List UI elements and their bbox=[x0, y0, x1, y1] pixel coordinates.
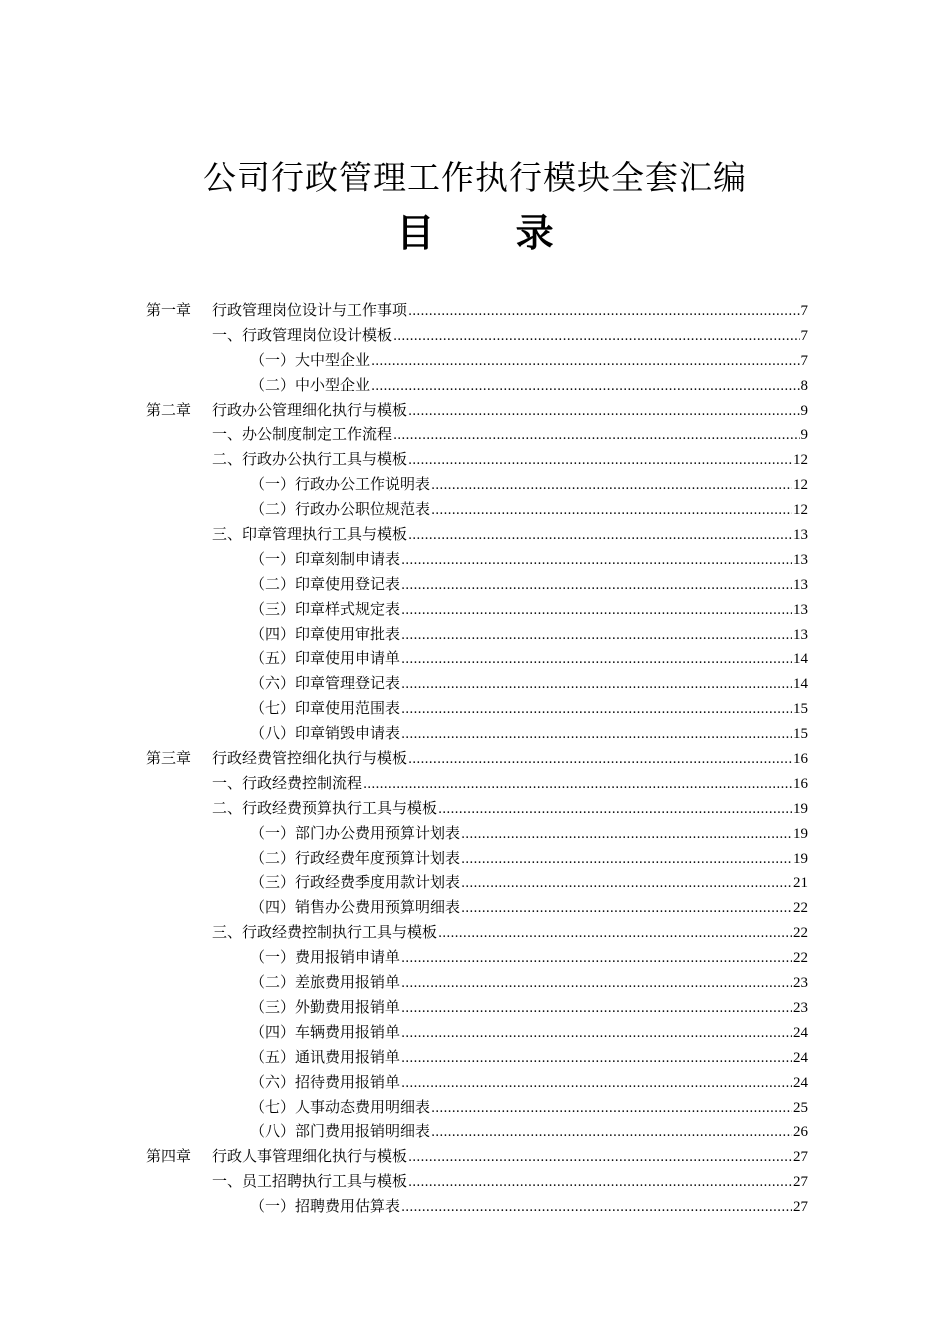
toc-dot-leader bbox=[401, 698, 792, 723]
toc-entry-text: 三、行政经费控制执行工具与模板 bbox=[212, 923, 438, 942]
toc-entry-text: （三）行政经费季度用款计划表 bbox=[250, 873, 461, 892]
toc-entry-text: 行政人事管理细化执行与模板 bbox=[212, 1147, 408, 1166]
toc-entry-label bbox=[146, 398, 407, 423]
toc-dot-leader bbox=[408, 1171, 792, 1196]
toc-page-number: 23 bbox=[793, 975, 808, 992]
toc-entry-label bbox=[250, 1045, 400, 1070]
toc-entry-label bbox=[250, 945, 400, 970]
toc-entry[interactable] bbox=[146, 721, 808, 746]
toc-entry[interactable] bbox=[146, 945, 808, 970]
toc-entry-label bbox=[250, 846, 460, 871]
toc-dot-leader bbox=[401, 574, 792, 599]
toc-entry-text: （七）人事动态费用明细表 bbox=[250, 1097, 431, 1116]
toc-dot-leader bbox=[461, 848, 792, 873]
toc-entry-text: （二）印章使用登记表 bbox=[250, 574, 401, 593]
toc-entry[interactable] bbox=[146, 472, 808, 497]
toc-entry-label bbox=[250, 646, 400, 671]
toc-page-number: 7 bbox=[800, 327, 808, 344]
toc-page-number: 16 bbox=[793, 775, 808, 792]
toc-entry-text: （四）车辆费用报销单 bbox=[250, 1022, 401, 1041]
toc-page-number: 9 bbox=[800, 427, 808, 444]
toc-entry[interactable] bbox=[146, 398, 808, 423]
toc-entry[interactable] bbox=[146, 696, 808, 721]
toc-page-number: 13 bbox=[793, 576, 808, 593]
toc-entry-label bbox=[250, 1070, 400, 1095]
toc-entry-text: （一）费用报销申请单 bbox=[250, 948, 401, 967]
toc-entry-label bbox=[250, 895, 460, 920]
toc-dot-leader bbox=[408, 524, 792, 549]
toc-dot-leader bbox=[401, 947, 792, 972]
toc-heading: 目 录 bbox=[396, 210, 588, 255]
toc-entry-text: 一、员工招聘执行工具与模板 bbox=[212, 1172, 408, 1191]
toc-entry-text: （一）招聘费用估算表 bbox=[250, 1197, 401, 1216]
toc-entry-text: 一、行政管理岗位设计模板 bbox=[212, 325, 393, 344]
toc-entry-label bbox=[250, 572, 400, 597]
toc-dot-leader bbox=[401, 599, 792, 624]
toc-entry-text: （三）印章样式规定表 bbox=[250, 599, 401, 618]
toc-entry[interactable] bbox=[146, 1144, 808, 1169]
toc-entry-label bbox=[212, 323, 392, 348]
toc-entry-label bbox=[146, 746, 407, 771]
toc-entry[interactable] bbox=[146, 646, 808, 671]
toc-dot-leader bbox=[408, 748, 792, 773]
toc-entry[interactable] bbox=[146, 547, 808, 572]
toc-dot-leader bbox=[401, 648, 792, 673]
toc-page-number: 22 bbox=[793, 950, 808, 967]
toc-page-number: 26 bbox=[793, 1124, 808, 1141]
toc-entry-label bbox=[146, 1144, 407, 1169]
toc-chapter-number: 第二章 bbox=[146, 400, 192, 419]
toc-page-number: 12 bbox=[793, 477, 808, 494]
toc-entry-label bbox=[250, 547, 400, 572]
toc-entry-text: （八）部门费用报销明细表 bbox=[250, 1122, 431, 1141]
toc-dot-leader bbox=[461, 897, 792, 922]
toc-dot-leader bbox=[438, 922, 792, 947]
toc-entry[interactable] bbox=[146, 821, 808, 846]
toc-chapter-number: 第一章 bbox=[146, 301, 192, 319]
toc-entry-text: （四）销售办公费用预算明细表 bbox=[250, 898, 461, 917]
toc-page-number: 15 bbox=[793, 726, 808, 743]
toc-dot-leader bbox=[393, 325, 799, 350]
toc-entry-text: 一、办公制度制定工作流程 bbox=[212, 425, 393, 444]
toc-entry-label bbox=[250, 671, 400, 696]
toc-entry-text: （六）招待费用报销单 bbox=[250, 1072, 401, 1091]
toc-entry[interactable] bbox=[146, 1169, 808, 1194]
toc-entry-label bbox=[250, 472, 430, 497]
toc-entry-label bbox=[212, 1169, 407, 1194]
document-title: 公司行政管理工作执行模块全套汇编 bbox=[203, 158, 747, 198]
toc-entry-text: （二）中小型企业 bbox=[250, 375, 371, 394]
toc-entry[interactable] bbox=[146, 622, 808, 647]
toc-entry[interactable] bbox=[146, 895, 808, 920]
toc-entry-label bbox=[250, 373, 370, 398]
toc-entry[interactable] bbox=[146, 846, 808, 871]
toc-page-number: 24 bbox=[793, 1049, 808, 1066]
toc-entry-label bbox=[250, 1194, 400, 1219]
toc-dot-leader bbox=[401, 624, 792, 649]
toc-page-number: 22 bbox=[793, 925, 808, 942]
toc-entry[interactable] bbox=[146, 323, 808, 348]
toc-entry-text: （一）印章刻制申请表 bbox=[250, 549, 401, 568]
toc-entry-text: （一）行政办公工作说明表 bbox=[250, 475, 431, 494]
toc-entry[interactable] bbox=[146, 522, 808, 547]
toc-entry-text: （六）印章管理登记表 bbox=[250, 674, 401, 693]
toc-page-number: 15 bbox=[793, 701, 808, 718]
toc-page-number: 14 bbox=[793, 676, 808, 693]
toc-dot-leader bbox=[363, 773, 792, 798]
toc-page-number: 14 bbox=[793, 651, 808, 668]
toc-page-number: 27 bbox=[793, 1174, 808, 1191]
toc-dot-leader bbox=[401, 1196, 792, 1221]
toc-entry-text: （二）差旅费用报销单 bbox=[250, 973, 401, 992]
toc-page-number: 24 bbox=[793, 1074, 808, 1091]
toc-page-number: 16 bbox=[793, 751, 808, 768]
toc-entry-label bbox=[212, 796, 437, 821]
toc-page-number: 8 bbox=[800, 377, 808, 394]
toc-dot-leader bbox=[431, 499, 792, 524]
toc-entry-text: 三、印章管理执行工具与模板 bbox=[212, 525, 408, 544]
toc-dot-leader bbox=[431, 1121, 792, 1146]
toc-dot-leader bbox=[401, 1047, 792, 1072]
toc-page-number: 19 bbox=[793, 825, 808, 842]
toc-page-number: 27 bbox=[793, 1199, 808, 1216]
toc-dot-leader bbox=[431, 1097, 792, 1122]
toc-entry[interactable] bbox=[146, 298, 808, 323]
toc-dot-leader bbox=[408, 1146, 792, 1171]
toc-entry-label bbox=[212, 920, 437, 945]
toc-entry-label bbox=[250, 870, 460, 895]
toc-entry[interactable] bbox=[146, 970, 808, 995]
toc-dot-leader bbox=[438, 798, 792, 823]
toc-entry-label bbox=[250, 1095, 430, 1120]
toc-entry-label bbox=[250, 995, 400, 1020]
toc-entry-text: （三）外勤费用报销单 bbox=[250, 997, 401, 1016]
toc-entry-text: 行政经费管控细化执行与模板 bbox=[212, 749, 408, 768]
toc-page-number: 9 bbox=[800, 402, 808, 419]
toc-entry-label bbox=[250, 497, 430, 522]
toc-page-number: 22 bbox=[793, 900, 808, 917]
table-of-contents bbox=[146, 298, 808, 1219]
toc-page-number: 13 bbox=[793, 527, 808, 544]
toc-page-number: 24 bbox=[793, 1024, 808, 1041]
toc-entry[interactable] bbox=[146, 1095, 808, 1120]
toc-entry[interactable] bbox=[146, 1070, 808, 1095]
toc-entry[interactable] bbox=[146, 1119, 808, 1144]
toc-page-number: 21 bbox=[793, 875, 808, 892]
toc-entry[interactable] bbox=[146, 920, 808, 945]
toc-entry-text: 一、行政经费控制流程 bbox=[212, 773, 363, 792]
toc-entry-text: 二、行政办公执行工具与模板 bbox=[212, 450, 408, 469]
toc-entry-label bbox=[212, 422, 392, 447]
toc-entry[interactable] bbox=[146, 348, 808, 373]
toc-entry-text: （五）印章使用申请单 bbox=[250, 649, 401, 668]
toc-page-number: 7 bbox=[800, 303, 808, 319]
toc-entry[interactable] bbox=[146, 870, 808, 895]
toc-entry-text: （二）行政经费年度预算计划表 bbox=[250, 848, 461, 867]
toc-entry-label bbox=[250, 821, 460, 846]
toc-entry-label bbox=[250, 1119, 430, 1144]
toc-entry-label bbox=[250, 970, 400, 995]
toc-page-number: 13 bbox=[793, 551, 808, 568]
toc-chapter-number: 第四章 bbox=[146, 1147, 192, 1166]
toc-page-number: 13 bbox=[793, 626, 808, 643]
toc-page-number: 23 bbox=[793, 999, 808, 1016]
toc-entry-text: 二、行政经费预算执行工具与模板 bbox=[212, 798, 438, 817]
toc-dot-leader bbox=[461, 823, 792, 848]
toc-entry-label bbox=[212, 447, 407, 472]
toc-dot-leader bbox=[393, 424, 799, 449]
toc-entry-text: （七）印章使用范围表 bbox=[250, 699, 401, 718]
toc-dot-leader bbox=[401, 1022, 792, 1047]
toc-entry-text: 行政办公管理细化执行与模板 bbox=[212, 400, 408, 419]
toc-dot-leader bbox=[401, 549, 792, 574]
toc-entry[interactable] bbox=[146, 1045, 808, 1070]
toc-dot-leader bbox=[408, 300, 799, 325]
toc-dot-leader bbox=[408, 449, 792, 474]
toc-dot-leader bbox=[401, 1072, 792, 1097]
toc-dot-leader bbox=[461, 872, 792, 897]
toc-entry-text: （四）印章使用审批表 bbox=[250, 624, 401, 643]
toc-chapter-number: 第三章 bbox=[146, 749, 192, 768]
toc-entry-text: （八）印章销毁申请表 bbox=[250, 724, 401, 743]
toc-page-number: 12 bbox=[793, 502, 808, 519]
toc-dot-leader bbox=[371, 350, 799, 375]
toc-dot-leader bbox=[401, 673, 792, 698]
toc-entry[interactable] bbox=[146, 796, 808, 821]
toc-dot-leader bbox=[408, 400, 799, 425]
toc-entry-label bbox=[250, 696, 400, 721]
toc-entry[interactable] bbox=[146, 497, 808, 522]
toc-page-number: 7 bbox=[800, 352, 808, 369]
toc-entry-label bbox=[146, 298, 407, 323]
toc-page-number: 19 bbox=[793, 800, 808, 817]
toc-page-number: 19 bbox=[793, 850, 808, 867]
toc-entry-label bbox=[250, 1020, 400, 1045]
toc-entry-text: （一）大中型企业 bbox=[250, 350, 371, 369]
toc-page-number: 25 bbox=[793, 1099, 808, 1116]
toc-entry-text: （一）部门办公费用预算计划表 bbox=[250, 823, 461, 842]
toc-dot-leader bbox=[371, 375, 799, 400]
toc-entry[interactable] bbox=[146, 1020, 808, 1045]
toc-entry[interactable] bbox=[146, 995, 808, 1020]
toc-entry-text: （五）通讯费用报销单 bbox=[250, 1047, 401, 1066]
toc-entry-text: 行政管理岗位设计与工作事项 bbox=[212, 301, 408, 319]
toc-page-number: 12 bbox=[793, 452, 808, 469]
toc-page-number: 13 bbox=[793, 601, 808, 618]
toc-entry[interactable] bbox=[146, 572, 808, 597]
toc-entry[interactable] bbox=[146, 671, 808, 696]
toc-entry-label bbox=[250, 348, 370, 373]
toc-entry[interactable] bbox=[146, 746, 808, 771]
toc-dot-leader bbox=[401, 972, 792, 997]
toc-entry[interactable] bbox=[146, 373, 808, 398]
toc-page-number: 27 bbox=[793, 1149, 808, 1166]
toc-dot-leader bbox=[431, 474, 792, 499]
toc-entry-text: （二）行政办公职位规范表 bbox=[250, 500, 431, 519]
toc-entry[interactable] bbox=[146, 447, 808, 472]
toc-entry-label bbox=[250, 622, 400, 647]
toc-dot-leader bbox=[401, 997, 792, 1022]
toc-entry[interactable] bbox=[146, 771, 808, 796]
toc-entry[interactable] bbox=[146, 1194, 808, 1219]
toc-entry[interactable] bbox=[146, 422, 808, 447]
toc-entry-label bbox=[250, 597, 400, 622]
toc-entry-label bbox=[212, 771, 362, 796]
toc-entry[interactable] bbox=[146, 597, 808, 622]
toc-entry-label bbox=[212, 522, 407, 547]
toc-entry-label bbox=[250, 721, 400, 746]
toc-dot-leader bbox=[401, 723, 792, 748]
